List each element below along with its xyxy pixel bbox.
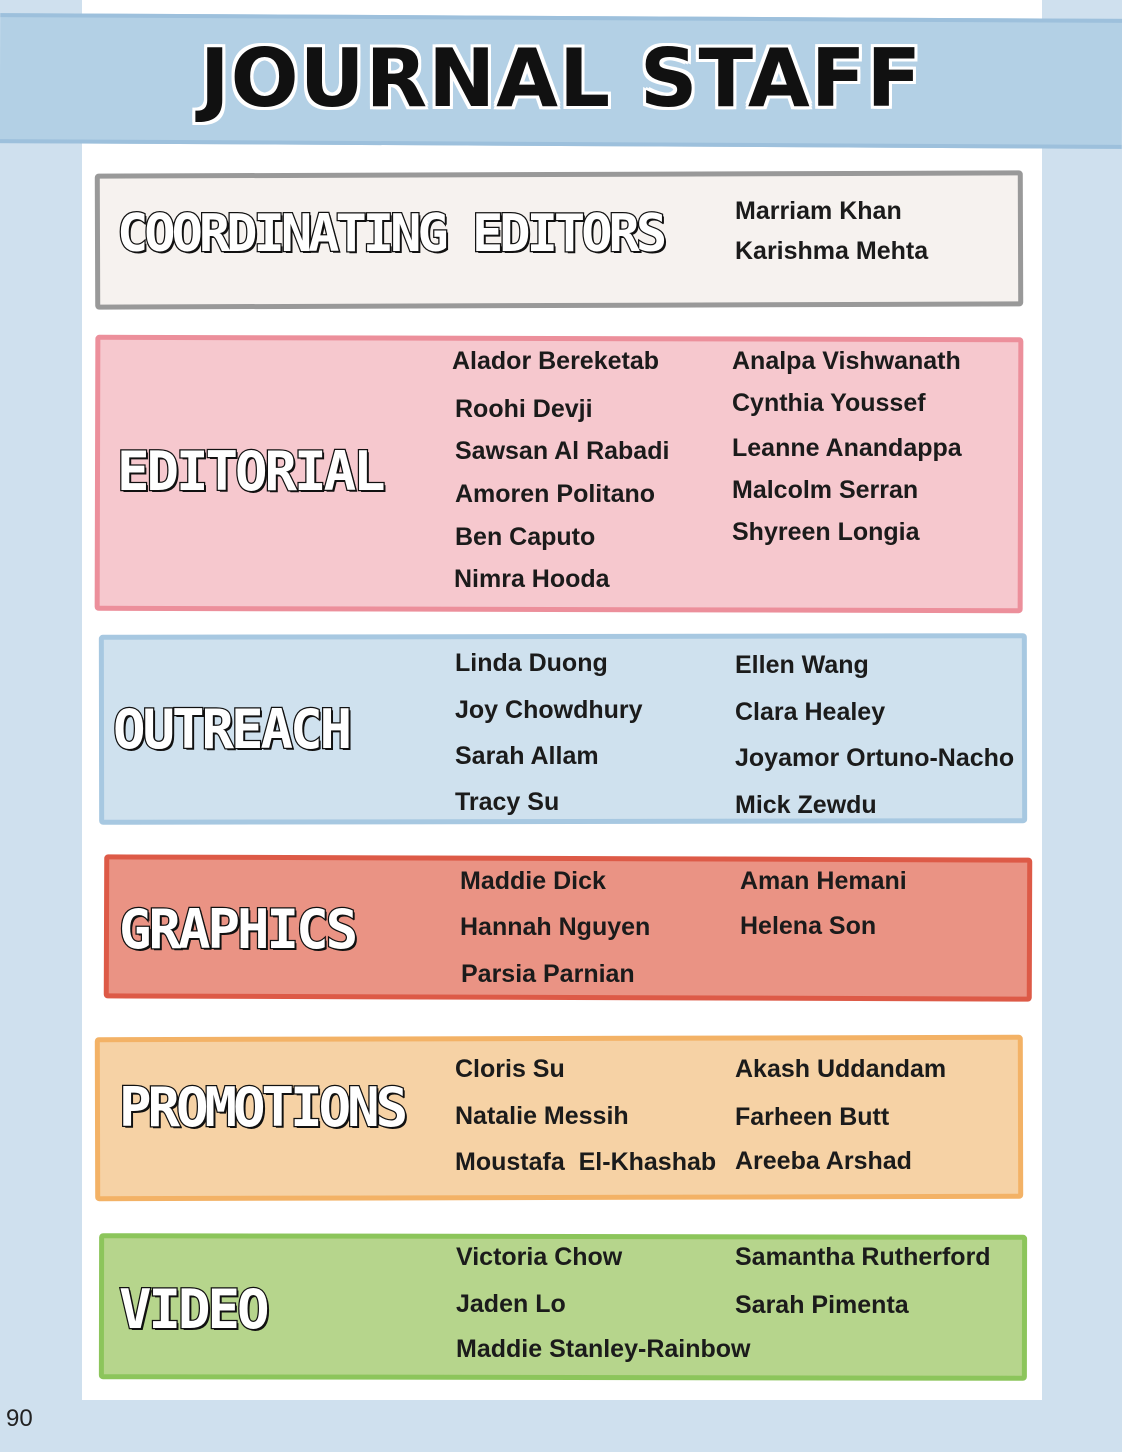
outreach-name: Joy Chowdhury [455, 696, 643, 724]
graphics-name: Hannah Nguyen [460, 913, 651, 941]
graphics-heading: GRAPHICS [119, 898, 356, 961]
editorial-name: Malcolm Serran [732, 476, 919, 504]
editorial-name: Shyreen Longia [732, 518, 920, 546]
graphics-name: Maddie Dick [460, 867, 606, 895]
video-heading: VIDEO [119, 1278, 267, 1341]
page-number: 90 [6, 1405, 33, 1432]
editorial-name: Cynthia Youssef [732, 389, 926, 417]
editorial-name: Nimra Hooda [454, 565, 610, 593]
promotions-heading: PROMOTIONS [119, 1076, 405, 1139]
video-name: Jaden Lo [456, 1290, 566, 1318]
promotions-name: Natalie Messih [455, 1102, 629, 1130]
editorial-heading: EDITORIAL [117, 440, 383, 503]
video-name: Maddie Stanley-Rainbow [456, 1335, 751, 1363]
outreach-name: Mick Zewdu [735, 791, 877, 819]
graphics-name: Helena Son [740, 912, 877, 940]
editorial-name: Alador Bereketab [452, 347, 660, 375]
coordinating-name: Marriam Khan [735, 197, 902, 225]
outreach-name: Linda Duong [455, 649, 608, 677]
video-name: Samantha Rutherford [735, 1243, 991, 1271]
video-name: Sarah Pimenta [735, 1291, 909, 1319]
editorial-name: Sawsan Al Rabadi [455, 437, 670, 465]
promotions-name: Areeba Arshad [735, 1147, 912, 1175]
promotions-name: Cloris Su [455, 1055, 565, 1083]
editorial-name: Leanne Anandappa [732, 434, 962, 462]
outreach-name: Sarah Allam [455, 742, 599, 770]
outreach-name: Ellen Wang [735, 651, 869, 679]
editorial-name: Roohi Devji [455, 395, 593, 423]
promotions-name: Moustafa El-Khashab [455, 1148, 717, 1176]
editorial-name: Ben Caputo [455, 523, 596, 551]
graphics-name: Aman Hemani [740, 867, 907, 895]
outreach-name: Tracy Su [455, 788, 560, 816]
promotions-name: Farheen Butt [735, 1103, 890, 1131]
promotions-name: Akash Uddandam [735, 1055, 947, 1083]
video-name: Victoria Chow [456, 1243, 623, 1271]
coordinating-name: Karishma Mehta [735, 237, 929, 265]
outreach-name: Joyamor Ortuno-Nacho [735, 744, 1015, 772]
outreach-name: Clara Healey [735, 698, 886, 726]
page-title: JOURNAL STAFF [199, 32, 923, 125]
graphics-name: Parsia Parnian [461, 960, 635, 988]
outreach-heading: OUTREACH [113, 698, 350, 761]
editorial-name: Analpa Vishwanath [732, 347, 961, 375]
editorial-name: Amoren Politano [455, 480, 656, 508]
coordinating-editors-heading: COORDINATING EDITORS [117, 204, 664, 264]
